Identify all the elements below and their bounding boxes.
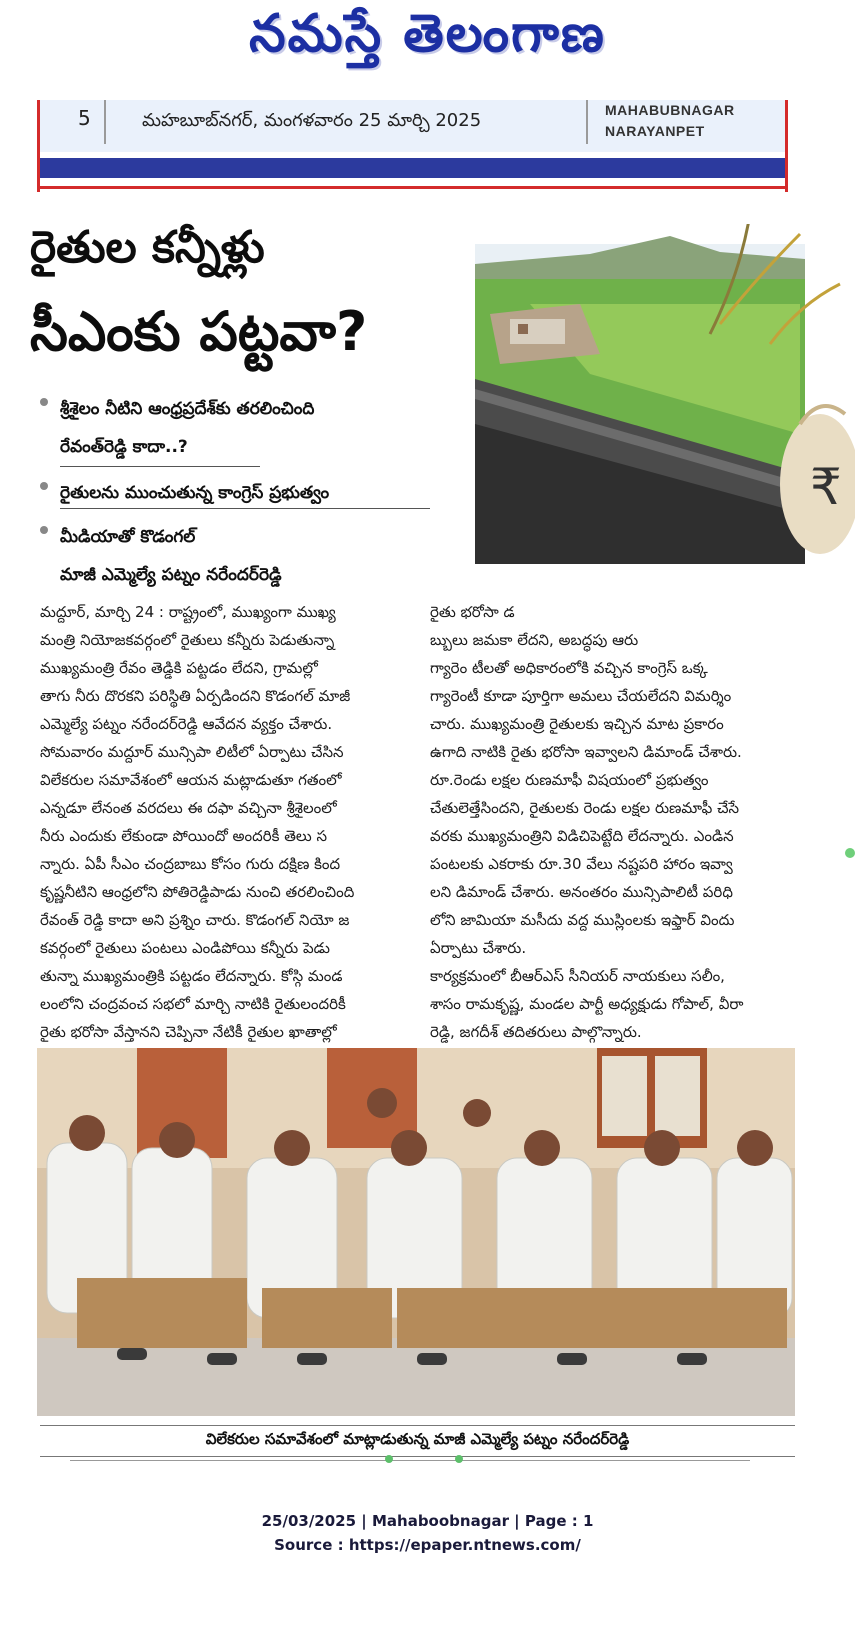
divider [586, 100, 588, 144]
article-line: శాసం రామకృష్ణ, మండల పార్టీ అధ్యక్షుడు గోపాల్, వీరా [430, 995, 744, 1013]
article-line: ఉగాది నాటికి రైతు భరోసా ఇవ్వాలని డిమాండ్ చేశారు. [430, 743, 742, 761]
edition-name [605, 100, 735, 142]
article-line: మద్దూర్, మార్చి 24 : రాష్ట్రంలో, ముఖ్యంగా ముఖ్య [40, 603, 336, 621]
article-line: తాగు నీరు దొరకని పరిస్థితి ఏర్పడిందని కొడంగల్ మాజీ [40, 687, 351, 705]
edition-header [37, 100, 788, 192]
svg-text:₹: ₹ [810, 458, 842, 516]
dateline: మహబూబ్‌నగర్, మంగళవారం 25 మార్చి 2025 [142, 110, 482, 131]
article-line: వరకు ముఖ్యమంత్రిని విడిచిపెట్టేది లేదన్నారు. ఎండిన [430, 827, 734, 845]
dry-field-illustration [470, 224, 855, 564]
article-line: చేతులెత్తేసిందని, రైతులకు రెండు లక్షల రుణమాఫీ చేసే [430, 799, 740, 817]
bullet-icon [40, 526, 48, 534]
article-line: సోమవారం మద్దూర్ మున్సిపా లిటీలో ఏర్పాటు చేసిన [40, 743, 344, 761]
article-line: మంత్రి నియోజకవర్గంలో రైతులు కన్నీరు పెడుతున్నా [40, 631, 335, 649]
article-column-right [430, 598, 825, 1046]
article-line: బ్బులు జమకా లేదని, అబద్ధపు ఆరు [430, 631, 639, 649]
page-number: 5 [78, 106, 91, 130]
bullet-icon [40, 398, 48, 406]
edition-line-1: MAHABUBNAGAR [605, 102, 735, 118]
header-band [40, 158, 785, 178]
edition-line-2: NARAYANPET [605, 123, 705, 139]
article-line: కృష్ణనీటిని ఆంధ్రలోని పోతిరెడ్డిపాడు నుంచి తరలించింది [40, 883, 355, 901]
field-image [470, 224, 855, 564]
divider [104, 100, 106, 144]
decorative-dot [455, 1455, 463, 1463]
article-line: ముఖ్యమంత్రి రేవం తెడ్డికి పట్టడం లేదని, గ్రామల్లో [40, 659, 318, 677]
article-line: లంలోని చంద్రవంచ సభలో మార్చి నాటికి రైతులందరికీ [40, 995, 346, 1013]
header-frame-bottom [37, 186, 788, 189]
bullet-underline [60, 508, 430, 509]
article-line: రైతు భరోసా వేస్తానని చెప్పినా నేటికీ రైతుల ఖాతాల్లో [40, 1023, 337, 1041]
bullet-text [60, 390, 314, 466]
headline-line-1: రైతుల కన్నీళ్లు [30, 222, 265, 273]
article-line: తున్నా ముఖ్యమంత్రికి పట్టడం లేదన్నారు. కోస్గి మండ [40, 967, 343, 985]
article-line: నీరు ఎందుకు లేకుండా పోయిందో అందరికీ తెలు స [40, 827, 328, 845]
decorative-dot [845, 848, 855, 858]
edition-header-bar [40, 100, 785, 152]
bullet-line: శ్రీశైలం నీటిని ఆంధ్రప్రదేశ్‌కు తరలించింది [60, 399, 315, 419]
article-column-left [40, 598, 420, 1046]
article-line: రెడ్డి, జగదీశ్ తదితరులు పాల్గొన్నారు. [430, 1023, 642, 1041]
article-line: ఎమ్మెల్యే పట్నం నరేందర్‌రెడ్డి ఆవేదన వ్యక్తం చేశారు. [40, 715, 333, 733]
bullet-line: రేవంత్‌రెడ్డి కాదా..? [60, 437, 188, 457]
article-line: విలేకరుల సమావేశంలో ఆయన మట్లాడుతూ గతంలో [40, 771, 342, 789]
group-photo-image [37, 1048, 795, 1416]
article-line: ఏర్పాటు చేశారు. [430, 939, 527, 957]
bullet-text [60, 518, 282, 594]
article-line: లని డిమాండ్ చేశారు. అనంతరం మున్సిపాలిటీ పరిధి [430, 883, 733, 901]
article-line: రేవంత్ రెడ్డి కాదా అని ప్రశ్నిం చారు. కొడంగల్ నియో జ [40, 911, 350, 929]
decorative-dot [385, 1455, 393, 1463]
masthead [0, 0, 855, 100]
bullet-line: మాజీ ఎమ్మెల్యే పట్నం నరేందర్‌రెడ్డి [60, 565, 282, 585]
article-line: కార్యక్రమంలో బీఆర్ఎస్ సీనియర్ నాయకులు సలీం, [430, 967, 725, 985]
article-line: న్నారు. ఏపీ సీఎం చంద్రబాబు కోసం గురు దక్షిణ కింద [40, 855, 341, 873]
bullet-text [60, 474, 329, 512]
article-line: రూ.రెండు లక్షల రుణమాఫీ విషయంలో ప్రభుత్వం [430, 771, 709, 789]
press-meet-photo [37, 1048, 795, 1416]
article-line: గ్యారెంటీ కూడా పూర్తిగా అమలు చేయలేదని విమర్శిం [430, 687, 732, 705]
article-line: ఎన్నడూ లేనంత వరదలు ఈ దఫా వచ్చినా శ్రీశైలంలో [40, 799, 337, 817]
article-line: గ్యారెం టీలతో అధికారంలోకి వచ్చిన కాంగ్రెస్ ఒక్క [430, 659, 708, 677]
newspaper-logo: నమస్తే తెలంగాణ [249, 4, 606, 64]
article-line: చారు. ముఖ్యమంత్రి రైతులకు ఇచ్చిన మాట ప్రకారం [430, 715, 724, 733]
divider [70, 1460, 750, 1461]
bullet-underline [60, 466, 260, 467]
footer-date-line: 25/03/2025 | Mahaboobnagar | Page : 1 [261, 1512, 594, 1530]
article-line: లోని జామియా మసీదు వద్ద ముస్లింలకు ఇఫ్తార్ విందు [430, 911, 735, 929]
bullet-line: రైతులను ముంచుతున్న కాంగ్రెస్ ప్రభుత్వం [60, 483, 330, 503]
article-line: రైతు భరోసా డ [430, 603, 515, 621]
photo-caption: విలేకరుల సమావేశంలో మాట్లాడుతున్న మాజీ ఎమ్మెల్యే పట్నం నరేందర్‌రెడ్డి [40, 1425, 795, 1457]
article-line: పంటలకు ఎకరాకు రూ.30 వేలు నష్టపరి హారం ఇవ్వా [430, 855, 733, 873]
bullet-line: మీడియాతో కొడంగల్ [60, 527, 196, 547]
article-line: కవర్గంలో రైతులు పంటలు ఎండిపోయి కన్నీరు పెడు [40, 939, 330, 957]
footer-source-line: Source : https://epaper.ntnews.com/ [274, 1536, 581, 1554]
headline-line-2: సీఎంకు పట్టవా? [30, 300, 368, 363]
bullet-icon [40, 482, 48, 490]
